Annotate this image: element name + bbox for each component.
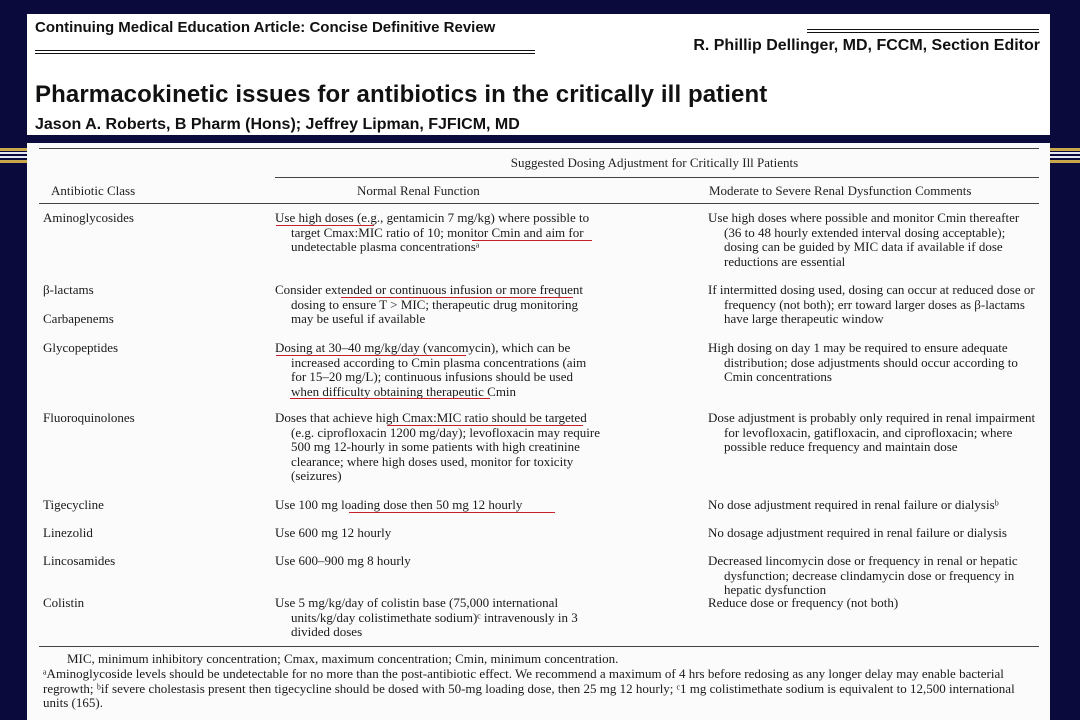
normal-renal-cell: Use high doses (e.g., gentamicin 7 mg/kg) where possible to target Cmax:MIC ratio of 10; monitor Cmin and aim for undetectable plasma concentrationsᵃ: [275, 210, 590, 254]
class-name: Linezolid: [43, 525, 93, 540]
table-row: [43, 283, 263, 298]
normal-renal-cell: Consider extended or continuous infusion or more frequent dosing to ensure T > MIC; therapeutic drug monitoring may be useful if available: [275, 282, 583, 326]
class-name: Glycopeptides: [43, 340, 119, 355]
table-row: [43, 411, 263, 426]
renal-dysfunction-cell: High dosing on day 1 may be required to ensure adequate distribution; dose adjustments should occur according to Cmin concentrations: [708, 340, 1018, 384]
table-row: [43, 554, 263, 569]
normal-renal-cell: Use 600 mg 12 hourly: [275, 525, 392, 540]
class-name: Fluoroquinolones: [43, 410, 135, 425]
table-rule: [39, 646, 1039, 647]
class-name: Tigecycline: [43, 497, 104, 512]
annotation-underline: [341, 297, 573, 298]
renal-dysfunction-cell: Reduce dose or frequency (not both): [708, 595, 899, 610]
normal-renal-cell: Use 100 mg loading dose then 50 mg 12 hourly: [275, 497, 523, 512]
table-row: [43, 312, 263, 327]
annotation-underline: [290, 398, 490, 399]
column-group-header: Suggested Dosing Adjustment for Critically Ill Patients: [510, 155, 799, 170]
article-header: [27, 14, 1050, 135]
class-name: Colistin: [43, 595, 85, 610]
header-rule: [35, 50, 535, 54]
footnote-notes: ᵃAminoglycoside levels should be undetectable for no more than the post-antibiotic effect. We recommend a maximum of 4 hrs before redosing as any longer delay may enable bacterial regrowth; ᵇif severe cholestasis present then tigecycline should be dosed with 50-mg loading dose, then 25 mg 12 hourly; ᶜ1 mg colistimethate sodium is equivalent to 12,500 international units (165).: [43, 666, 1015, 710]
table-row: [43, 211, 263, 226]
dosing-table: [27, 143, 1050, 720]
table-row: [43, 596, 263, 611]
article-authors: Jason A. Roberts, B Pharm (Hons); Jeffrey Lipman, FJFICM, MD: [35, 116, 520, 133]
class-name: Carbapenems: [43, 311, 114, 326]
renal-dysfunction-cell: If intermitted dosing used, dosing can occur at reduced dose or frequency (not both); err toward larger doses as β-lactams have large therapeutic window: [708, 282, 1035, 326]
table-rule: [39, 148, 1039, 149]
renal-dysfunction-cell: Use high doses where possible and monitor Cmin thereafter (36 to 48 hourly extended interval dosing acceptable); dosing can be guided by MIC data if available if dose reductions are essential: [708, 210, 1020, 269]
column-header-renal: Moderate to Severe Renal Dysfunction Comments: [709, 183, 972, 198]
annotation-underline: [276, 355, 466, 356]
table-rule: [275, 177, 1039, 178]
normal-renal-cell: Use 5 mg/kg/day of colistin base (75,000 international units/kg/day colistimethate sodium)ᶜ intravenously in 3 divided doses: [275, 595, 578, 639]
class-name: β-lactams: [43, 282, 94, 297]
header-rule: [807, 29, 1039, 33]
normal-renal-cell: Doses that achieve high Cmax:MIC ratio should be targeted (e.g. ciprofloxacin 1200 mg/day); levofloxacin may require 500 mg 12-hourly in some patients with high creatinine clearance; where high doses used, monitor for toxicity (seizures): [275, 410, 601, 483]
column-header-normal: Normal Renal Function: [357, 183, 480, 198]
renal-dysfunction-cell: No dosage adjustment required in renal failure or dialysis: [708, 525, 1007, 540]
annotation-underline: [276, 225, 374, 226]
renal-dysfunction-cell: No dose adjustment required in renal failure or dialysisᵇ: [708, 497, 999, 512]
normal-renal-cell: Use 600–900 mg 8 hourly: [275, 553, 411, 568]
renal-dysfunction-cell: Dose adjustment is probably only required in renal impairment for levofloxacin, gatifloxacin, and ciprofloxacin; where possible reduce frequency and maintain dose: [708, 410, 1036, 454]
table-row: [43, 498, 263, 513]
section-line: Continuing Medical Education Article: Concise Definitive Review: [35, 19, 496, 36]
section-editor: R. Phillip Dellinger, MD, FCCM, Section Editor: [693, 37, 1040, 54]
annotation-underline: [472, 240, 592, 241]
article-title: Pharmacokinetic issues for antibiotics in the critically ill patient: [35, 81, 768, 108]
table-row: [43, 526, 263, 541]
normal-renal-cell: Dosing at 30–40 mg/kg/day (vancomycin), which can be increased according to Cmin plasma concentrations (aim for 15–20 mg/L); continuous infusions should be used when difficulty obtaining therapeutic Cmin: [275, 340, 587, 399]
annotation-underline: [349, 512, 555, 513]
renal-dysfunction-cell: Decreased lincomycin dose or frequency in renal or hepatic dysfunction; decrease clindamycin dose or frequency in hepatic dysfunction: [708, 553, 1018, 597]
annotation-underline: [387, 425, 583, 426]
column-header-class: Antibiotic Class: [51, 183, 136, 198]
table-row: [43, 341, 263, 356]
class-name: Lincosamides: [43, 553, 116, 568]
table-rule: [39, 203, 1039, 204]
class-name: Aminoglycosides: [43, 210, 134, 225]
footnote-abbreviations: MIC, minimum inhibitory concentration; Cmax, maximum concentration; Cmin, minimum concentration.: [67, 651, 619, 666]
